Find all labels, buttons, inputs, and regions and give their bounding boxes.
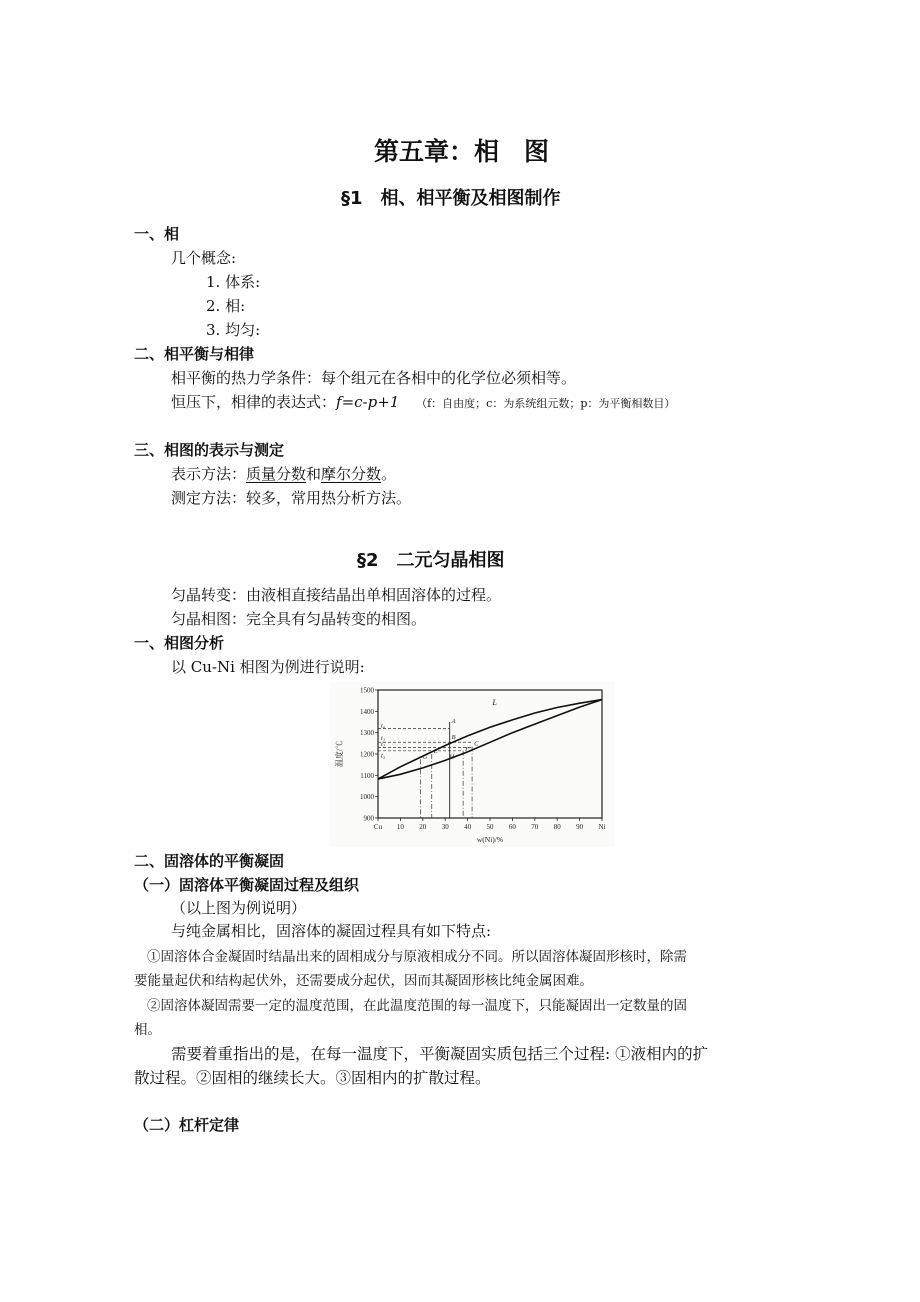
point-label: t₂	[381, 741, 386, 749]
part-1-heading: 一、相	[134, 225, 180, 243]
feature-2-line-2: 相。	[134, 1022, 161, 1038]
x-tick-label: Ni	[598, 823, 606, 831]
rep-and: 和	[306, 465, 322, 483]
phase-rule-formula: f=c-p+1	[336, 393, 400, 411]
cu-ni-phase-diagram	[330, 682, 615, 847]
features-lead: 与纯金属相比，固溶体的凝固过程具有如下特点:	[171, 922, 492, 940]
phase-rule-prefix: 恒压下，相律的表达式：	[171, 393, 337, 411]
isomorphous-diagram-def: 匀晶相图：完全具有匀晶转变的相图。	[171, 610, 427, 628]
y-tick-label: 1400	[360, 707, 374, 716]
phase-rule-line	[171, 391, 675, 412]
point-label: F	[465, 745, 470, 753]
x-tick-label: 90	[576, 823, 584, 831]
representation-line	[171, 463, 396, 484]
point-label: H	[449, 753, 455, 761]
emphasis-line-2: 散过程。②固相的继续长大。③固相内的扩散过程。	[134, 1069, 491, 1087]
y-axis-label: 温度/℃	[335, 740, 344, 768]
x-tick-label: 30	[441, 823, 449, 831]
rep-prefix: 表示方法：	[171, 465, 247, 483]
y-tick-label: 1000	[360, 793, 374, 802]
equilibrium-condition: 相平衡的热力学条件：每个组元在各相中的化学位必须相等。	[171, 369, 577, 387]
x-tick-label: Cu	[373, 823, 383, 831]
point-label: E	[433, 748, 438, 755]
feature-1-line-2: 要能量起伏和结构起伏外，还需要成分起伏，因而其凝固形核比纯金属困难。	[134, 973, 593, 989]
y-tick-label: 1300	[360, 729, 374, 738]
feature-2-line-1: ②固溶体凝固需要一定的温度范围，在此温度范围的每一温度下，只能凝固出一定数量的固	[147, 998, 687, 1014]
feature-1-line-1: ①固溶体合金凝固时结晶出来的固相成分与原液相成分不同。所以固溶体凝固形核时，除需	[147, 949, 687, 965]
concept-item: 1. 体系:	[206, 273, 261, 291]
mole-fraction-term: 摩尔分数	[321, 465, 382, 483]
concept-item: 2. 相:	[206, 297, 246, 315]
concepts-intro: 几个概念:	[171, 249, 237, 267]
part-3-heading: 三、相图的表示与测定	[134, 441, 285, 459]
x-tick-label: 70	[531, 823, 539, 831]
y-tick-label: 1200	[360, 750, 374, 759]
point-label: B	[451, 734, 456, 742]
part-2-heading: 二、相平衡与相律	[134, 345, 255, 363]
section-1-heading: §1 相、相平衡及相图制作	[341, 188, 561, 209]
point-label: A	[451, 718, 456, 726]
point-label: t₃	[381, 752, 386, 760]
mass-fraction-term: 质量分数	[246, 465, 307, 483]
emphasis-line-1: 需要着重指出的是，在每一温度下，平衡凝固实质包括三个过程: ①液相内的扩	[171, 1045, 709, 1063]
x-tick-label: 20	[419, 823, 427, 831]
phase-rule-note: （f：自由度；c：为系统组元数；p：为平衡相数目）	[416, 397, 676, 410]
isomorphous-transformation-def: 匀晶转变：由液相直接结晶出单相固溶体的过程。	[171, 586, 502, 604]
cu-ni-intro: 以 Cu-Ni 相图为例进行说明:	[171, 658, 365, 676]
x-tick-label: 10	[396, 823, 404, 831]
y-tick-label: 900	[363, 814, 374, 823]
part-2-heading: 二、固溶体的平衡凝固	[134, 852, 285, 870]
diagram-analysis-heading: 一、相图分析	[134, 634, 225, 652]
y-tick-label: 1100	[360, 771, 374, 780]
point-label: t₁	[381, 734, 386, 742]
x-tick-label: 80	[553, 823, 561, 831]
x-tick-label: 40	[464, 823, 472, 831]
x-tick-label: 50	[486, 823, 494, 831]
liquid-region-label: L	[492, 697, 497, 707]
section-2-heading: §2 二元匀晶相图	[357, 550, 505, 571]
page-title: 第五章：相 图	[374, 137, 550, 166]
concept-item: 3. 均匀:	[206, 321, 261, 339]
rep-end: 。	[381, 465, 397, 483]
x-axis-label: w(Ni)/%	[476, 835, 504, 844]
point-label: G	[422, 753, 428, 761]
subsection-1-heading: （一）固溶体平衡凝固过程及组织	[134, 876, 360, 894]
example-note: （以上图为例说明）	[171, 899, 307, 917]
y-tick-label: 1500	[360, 686, 374, 695]
point-label: C	[474, 740, 479, 748]
lever-rule-heading: （二）杠杆定律	[134, 1116, 240, 1134]
measurement-line: 测定方法：较多，常用热分析方法。	[171, 489, 412, 507]
point-label: t₀	[381, 722, 386, 730]
x-tick-label: 60	[508, 823, 516, 831]
